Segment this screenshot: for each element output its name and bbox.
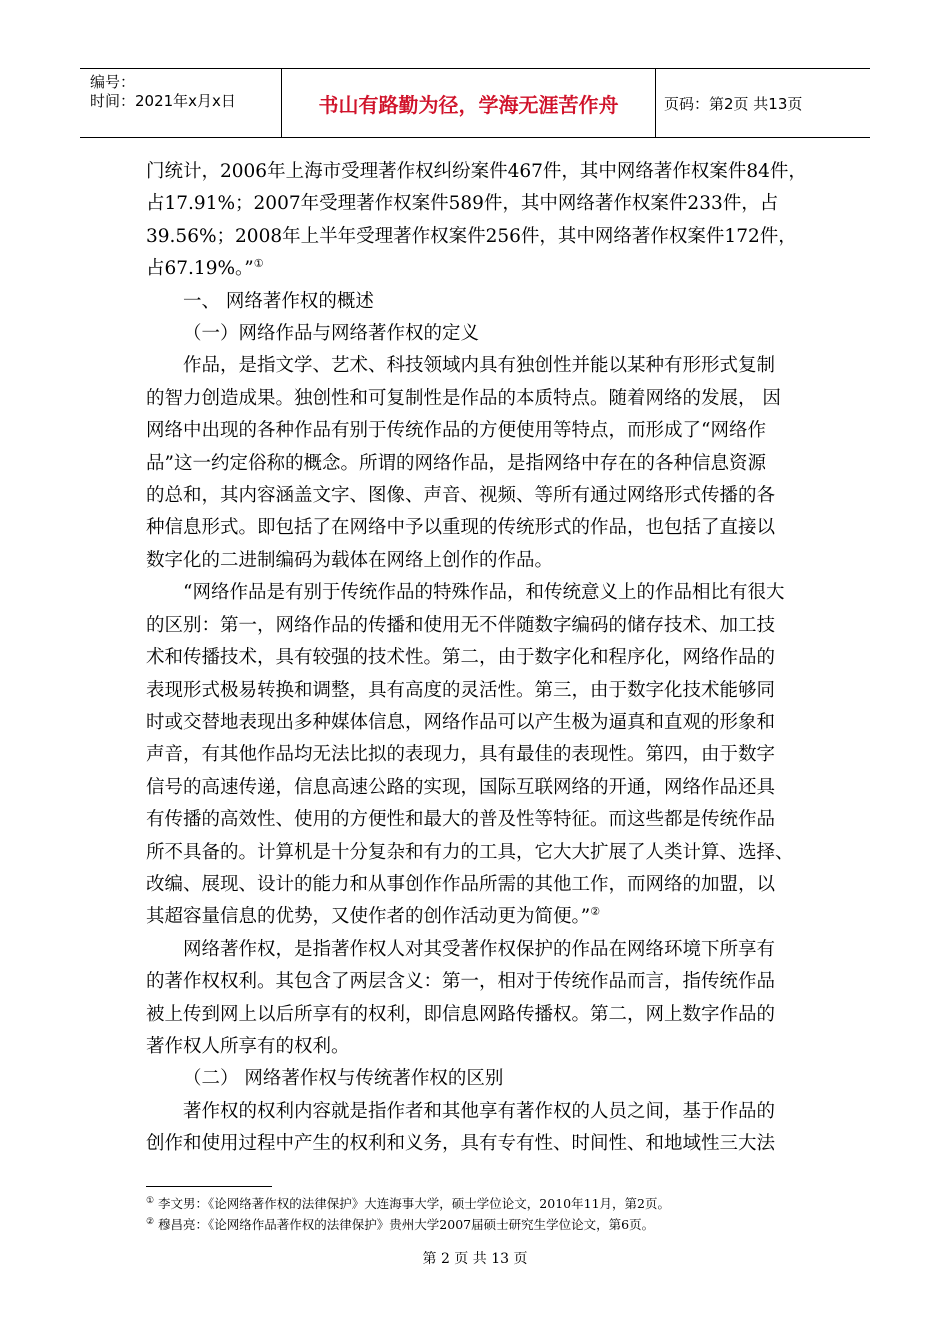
paragraph-work-definition — [146, 350, 812, 577]
header-motto-cell — [282, 69, 656, 137]
text-line: 著作权人所享有的权利。 — [146, 1035, 350, 1057]
header-motto: 书山有路勤为径，学海无涯苦作舟 — [318, 92, 619, 117]
text-line: 数字化的二进制编码为载体在网络上创作的作品。 — [146, 549, 554, 571]
footnotes — [146, 1192, 826, 1234]
text-line — [146, 901, 812, 933]
heading-text: （一）网络作品与网络著作权的定义 — [183, 323, 480, 345]
page-header — [80, 68, 870, 138]
text-line: 的区别：第一，网络作品的传播和使用无不伴随数字编码的储存技术、加工技 — [146, 614, 776, 636]
section-heading-1 — [146, 286, 812, 318]
number-label: 编号： — [90, 73, 136, 91]
text-line: 门统计，2006年上海市受理著作权纠纷案件467件，其中网络著作权案件84件， — [146, 161, 807, 182]
text-line: 网络中出现的各种作品有别于传统作品的方便使用等特点，而形成了“网络作 — [146, 420, 766, 442]
text-line: 时或交替地表现出多种媒体信息，网络作品可以产生极为逼真和直观的形象和 — [146, 711, 776, 733]
heading-text: （二） 网络著作权与传统著作权的区别 — [183, 1068, 504, 1090]
text-line: 品”这一约定俗称的概念。所谓的网络作品，是指网络中存在的各种信息资源 — [146, 452, 766, 474]
subsection-heading-2 — [146, 1063, 812, 1095]
paragraph-quote — [146, 577, 812, 933]
text-line: 术和传播技术，具有较强的技术性。第二，由于数字化和程序化，网络作品的 — [146, 647, 776, 669]
text-line: “网络作品是有别于传统作品的特殊作品，和传统意义上的作品相比有很大 — [183, 582, 785, 604]
footnote-mark: ② — [146, 1217, 155, 1228]
header-page-label: 页码：第2页 共13页 — [664, 94, 803, 113]
text-line: 改编、展现、设计的能力和从事创作作品所需的其他工作，而网络的加盟，以 — [146, 873, 776, 895]
text-line: 表现形式极易转换和调整，具有高度的灵活性。第三，由于数字化技术能够同 — [146, 679, 776, 701]
page-number-footer: 第 2 页 共 13 页 — [422, 1251, 528, 1267]
paragraph-statistics — [146, 156, 812, 286]
paragraph-rights-content — [146, 1096, 812, 1161]
text-line: 占17.91%；2007年受理著作权案件589件，其中网络著作权案件233件，占 — [146, 193, 779, 215]
text-line: 的著作权权利。其包含了两层含义：第一，相对于传统作品而言，指传统作品 — [146, 971, 776, 993]
text-line: 种信息形式。即包括了在网络中予以重现的传统形式的作品，也包括了直接以 — [146, 517, 776, 539]
text-line: 信号的高速传递，信息高速公路的实现，国际互联网络的开通，网络作品还具 — [146, 776, 776, 798]
text-line: 的智力创造成果。独创性和可复制性是作品的本质特点。随着网络的发展， 因 — [146, 387, 781, 409]
document-body — [146, 156, 812, 1161]
text-line-content: 其超容量信息的优势，又使作者的创作活动更为简便。” — [146, 906, 591, 928]
text-line: 声音，有其他作品均无法比拟的表现力，具有最佳的表现性。第四，由于数字 — [146, 744, 776, 766]
text-line: 所不具备的。计算机是十分复杂和有力的工具，它大大扩展了人类计算、选择、 — [146, 841, 794, 863]
footnote-2 — [146, 1213, 826, 1234]
footnote-text: 李文男：《论网络著作权的法律保护》大连海事大学，硕士学位论文，2010年11月，第2页。 — [154, 1196, 670, 1212]
text-line: 被上传到网上以后所享有的权利，即信息网路传播权。第二，网上数字作品的 — [146, 1003, 776, 1025]
footnote-mark: ① — [146, 1196, 155, 1206]
text-line: 39.56%；2008年上半年受理著作权案件256件，其中网络著作权案件172件， — [146, 225, 797, 247]
heading-text: 一、 网络著作权的概述 — [183, 290, 374, 312]
text-line: 的总和，其内容涵盖文字、图像、声音、视频、等所有通过网络形式传播的各 — [146, 485, 776, 507]
footnote-ref-2[interactable]: ② — [590, 905, 601, 919]
paragraph-network-copyright — [146, 934, 812, 1064]
text-line-content: 占67.19%。” — [146, 258, 254, 280]
subsection-heading-1 — [146, 318, 812, 350]
text-line: 著作权的权利内容就是指作者和其他享有著作权的人员之间，基于作品的 — [183, 1100, 776, 1122]
text-line: 网络著作权，是指著作权人对其受著作权保护的作品在网络环境下所享有 — [183, 938, 776, 960]
header-page-cell — [656, 69, 870, 137]
text-line: 创作和使用过程中产生的权利和义务，具有专有性、时间性、和地域性三大法 — [146, 1133, 776, 1155]
text-line: 有传播的高效性、使用的方便性和最大的普及性等特征。而这些都是传统作品 — [146, 809, 776, 831]
text-line — [146, 253, 812, 285]
footnote-divider — [146, 1186, 272, 1187]
header-meta — [80, 69, 282, 137]
text-line: 作品，是指文学、艺术、科技领域内具有独创性并能以某种有形形式复制 — [183, 355, 776, 377]
footnote-ref-1[interactable]: ① — [253, 257, 264, 271]
date-label: 时间：2021年x月x日 — [90, 92, 236, 110]
footnote-1 — [146, 1192, 826, 1213]
footnote-text: 穆昌亮：《论网络作品著作权的法律保护》贵州大学2007届硕士研究生学位论文，第6页。 — [154, 1217, 655, 1233]
